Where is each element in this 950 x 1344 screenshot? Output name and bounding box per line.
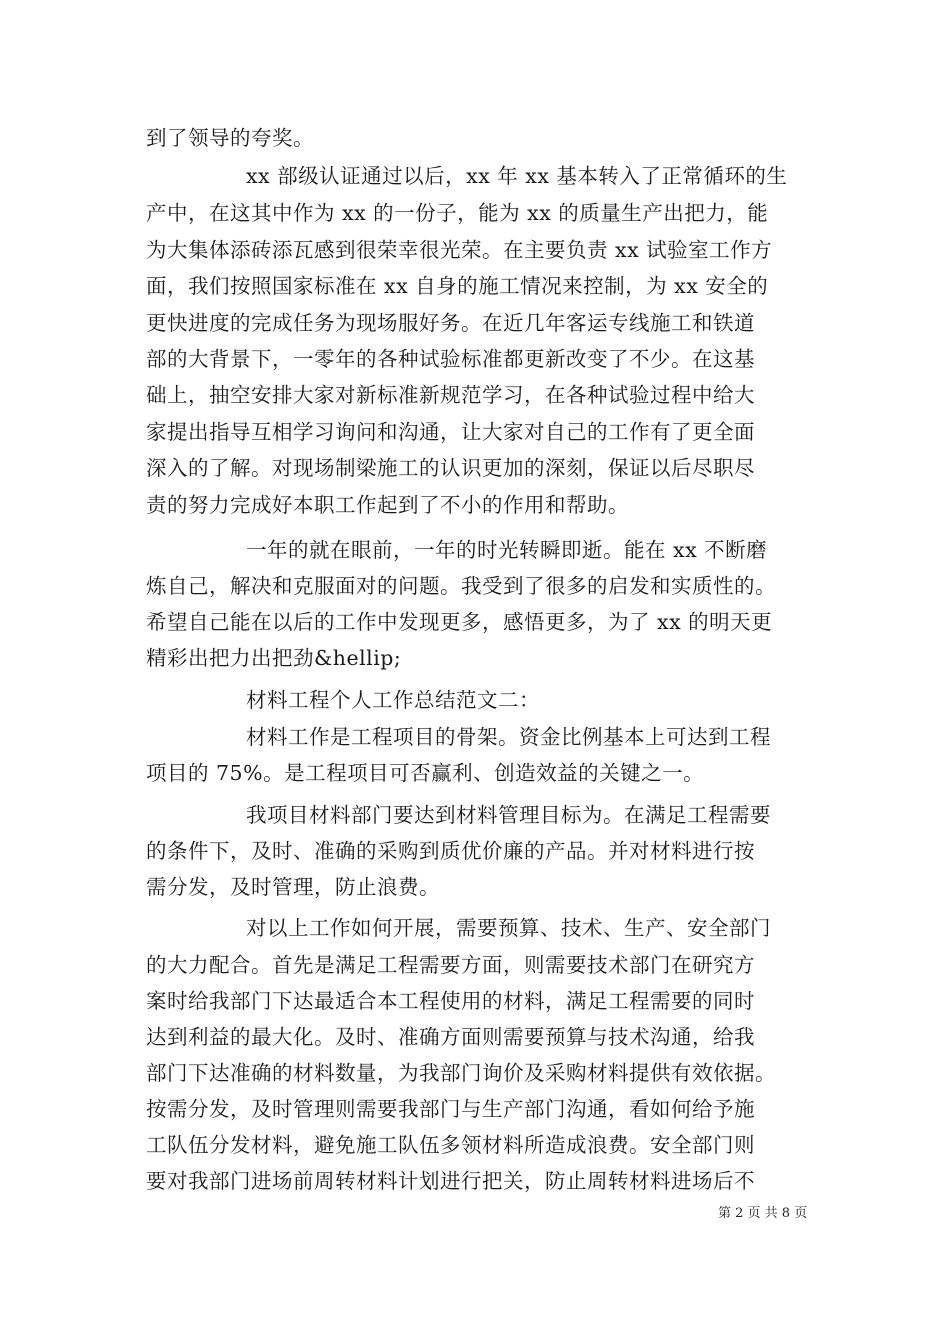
body-line: 要对我部门进场前周转材料计划进行把关，防止周转材料进场后不 [146, 1169, 755, 1193]
body-line: 深入的了解。对现场制梁施工的认识更加的深刻，保证以后尽职尽 [146, 456, 755, 480]
body-line: 需分发，及时管理，防止浪费。 [146, 875, 440, 899]
body-line: 工队伍分发材料，避免施工队伍多领材料所造成浪费。安全部门则 [146, 1133, 755, 1157]
paragraph-first-line: 材料工作是工程项目的骨架。资金比例基本上可达到工程 [246, 725, 771, 749]
body-line: 精彩出把力出把劲&hellip; [146, 646, 402, 670]
body-line: 按需分发，及时管理则需要我部门与生产部门沟通，看如何给予施 [146, 1097, 755, 1121]
body-line: 面，我们按照国家标准在 xx 自身的施工情况来控制，为 xx 安全的 [146, 274, 769, 298]
paragraph-first-line: 对以上工作如何开展，需要预算、技术、生产、安全部门 [246, 916, 771, 940]
body-line: 的条件下，及时、准确的采购到质优价廉的产品。并对材料进行按 [146, 839, 755, 863]
paragraph-first-line: xx 部级认证通过以后，xx 年 xx 基本转入了正常循环的生 [246, 164, 788, 188]
section-heading: 材料工程个人工作总结范文二： [246, 688, 540, 712]
page-number: 第 2 页 共 8 页 [718, 1206, 808, 1221]
body-line: 产中，在这其中作为 xx 的一份子，能为 xx 的质量生产出把力，能 [146, 201, 769, 225]
body-line: 的大力配合。首先是满足工程需要方面，则需要技术部门在研究方 [146, 953, 755, 977]
body-line: 到了领导的夸奖。 [146, 126, 314, 150]
body-line: 项目的 75%。是工程项目可否赢利、创造效益的关键之一。 [146, 761, 705, 785]
body-line: 更快进度的完成任务为现场服好务。在近几年客运专线施工和铁道 [146, 311, 755, 335]
body-line: 家提出指导互相学习询问和沟通，让大家对自己的工作有了更全面 [146, 420, 755, 444]
body-line: 炼自己，解决和克服面对的问题。我受到了很多的启发和实质性的。 [146, 574, 776, 598]
paragraph-first-line: 一年的就在眼前，一年的时光转瞬即逝。能在 xx 不断磨 [246, 538, 768, 562]
paragraph-first-line: 我项目材料部门要达到材料管理目标为。在满足工程需要 [246, 803, 771, 827]
body-line: 部的大背景下，一零年的各种试验标准都更新改变了不少。在这基 [146, 347, 755, 371]
body-line: 希望自己能在以后的工作中发现更多，感悟更多，为了 xx 的明天更 [146, 610, 773, 634]
body-line: 为大集体添砖添瓦感到很荣幸很光荣。在主要负责 xx 试验室工作方 [146, 238, 773, 262]
body-line: 责的努力完成好本职工作起到了不小的作用和帮助。 [146, 493, 629, 517]
body-line: 达到利益的最大化。及时、准确方面则需要预算与技术沟通，给我 [146, 1025, 755, 1049]
body-line: 案时给我部门下达最适合本工程使用的材料，满足工程需要的同时 [146, 989, 755, 1013]
body-line: 部门下达准确的材料数量，为我部门询价及采购材料提供有效依据。 [146, 1061, 776, 1085]
body-line: 础上，抽空安排大家对新标准新规范学习，在各种试验过程中给大 [146, 383, 755, 407]
